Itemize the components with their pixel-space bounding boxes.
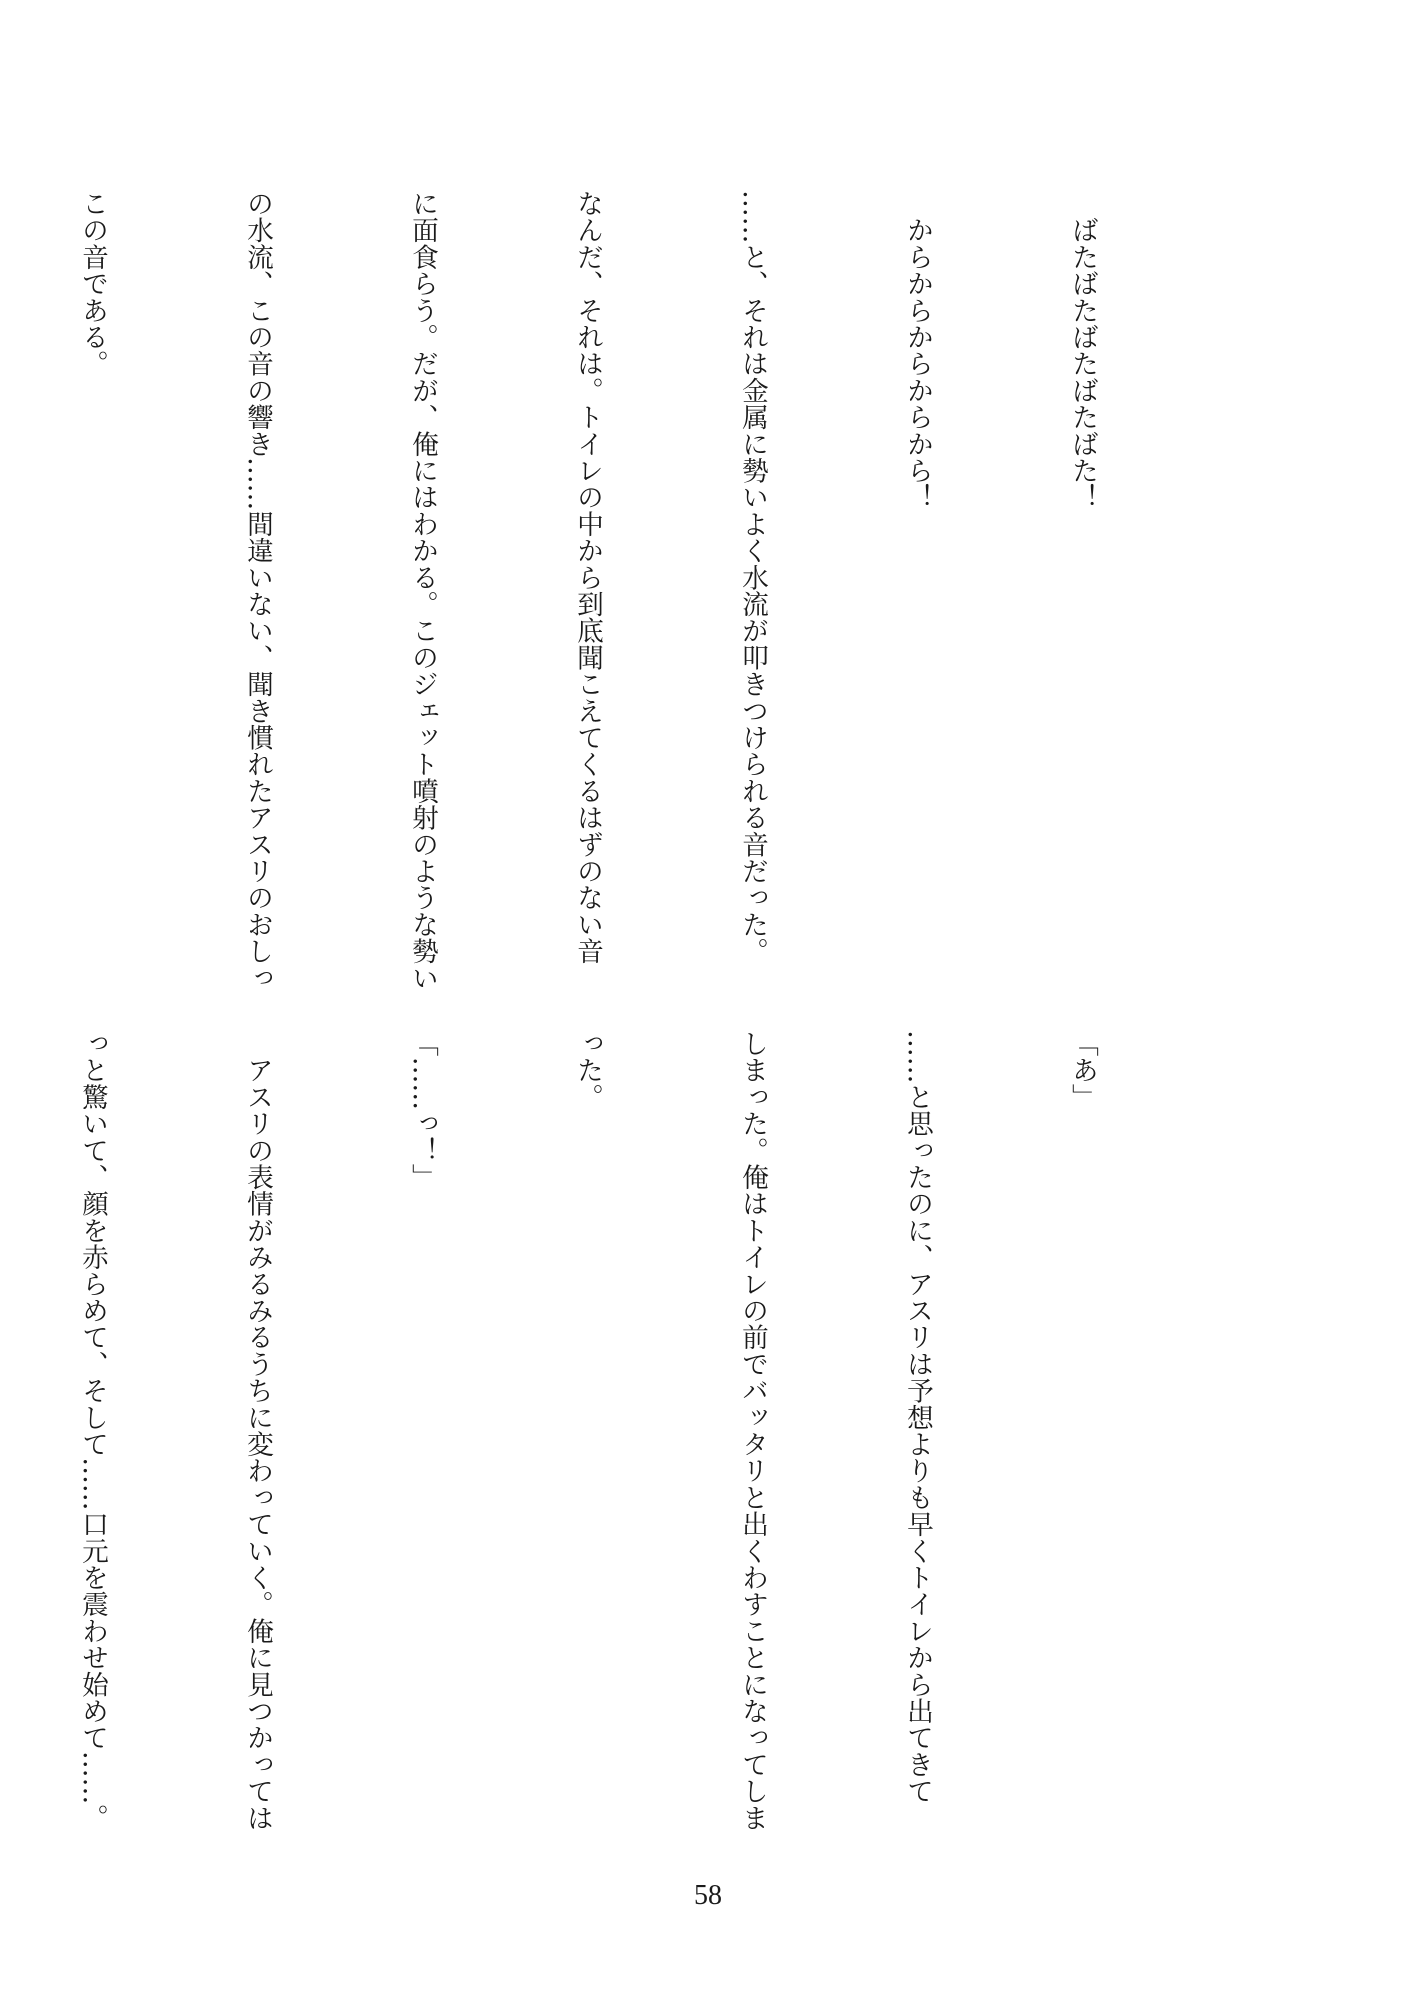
text-line: った。 [572,1030,603,1111]
text-line: ばたばたばたばたばた！ [1067,190,1098,511]
text-block-upper [0,190,1220,991]
text-line: 「……っ！」 [407,1030,438,1191]
text-line: この音である。 [77,190,108,377]
text-line: に面食らう。だが、俺にはわかる。このジェット噴射のような勢い [407,190,438,991]
text-line: 「あ」 [1067,1030,1098,1111]
text-line: からからからからから！ [902,190,933,511]
page-number: 58 [694,1880,722,1911]
text-line: ……と思ったのに、アスリは予想よりも早くトイレから出てきて [902,1030,933,1805]
text-line: アスリの表情がみるみるうちに変わっていく。俺に見つかっては [242,1030,273,1831]
text-block-lower [0,1030,1220,1831]
text-line: っと驚いて、顔を赤らめて、そして……口元を震わせ始めて……。 [77,1030,108,1831]
text-line: しまった。俺はトイレの前でバッタリと出くわすことになってしま [737,1030,768,1831]
text-line: なんだ、それは。トイレの中から到底聞こえてくるはずのない音 [572,190,603,965]
text-line: の水流、この音の響き……間違いない、聞き慣れたアスリのおしっ [242,190,273,991]
text-line: ……と、それは金属に勢いよく水流が叩きつけられる音だった。 [737,190,768,965]
